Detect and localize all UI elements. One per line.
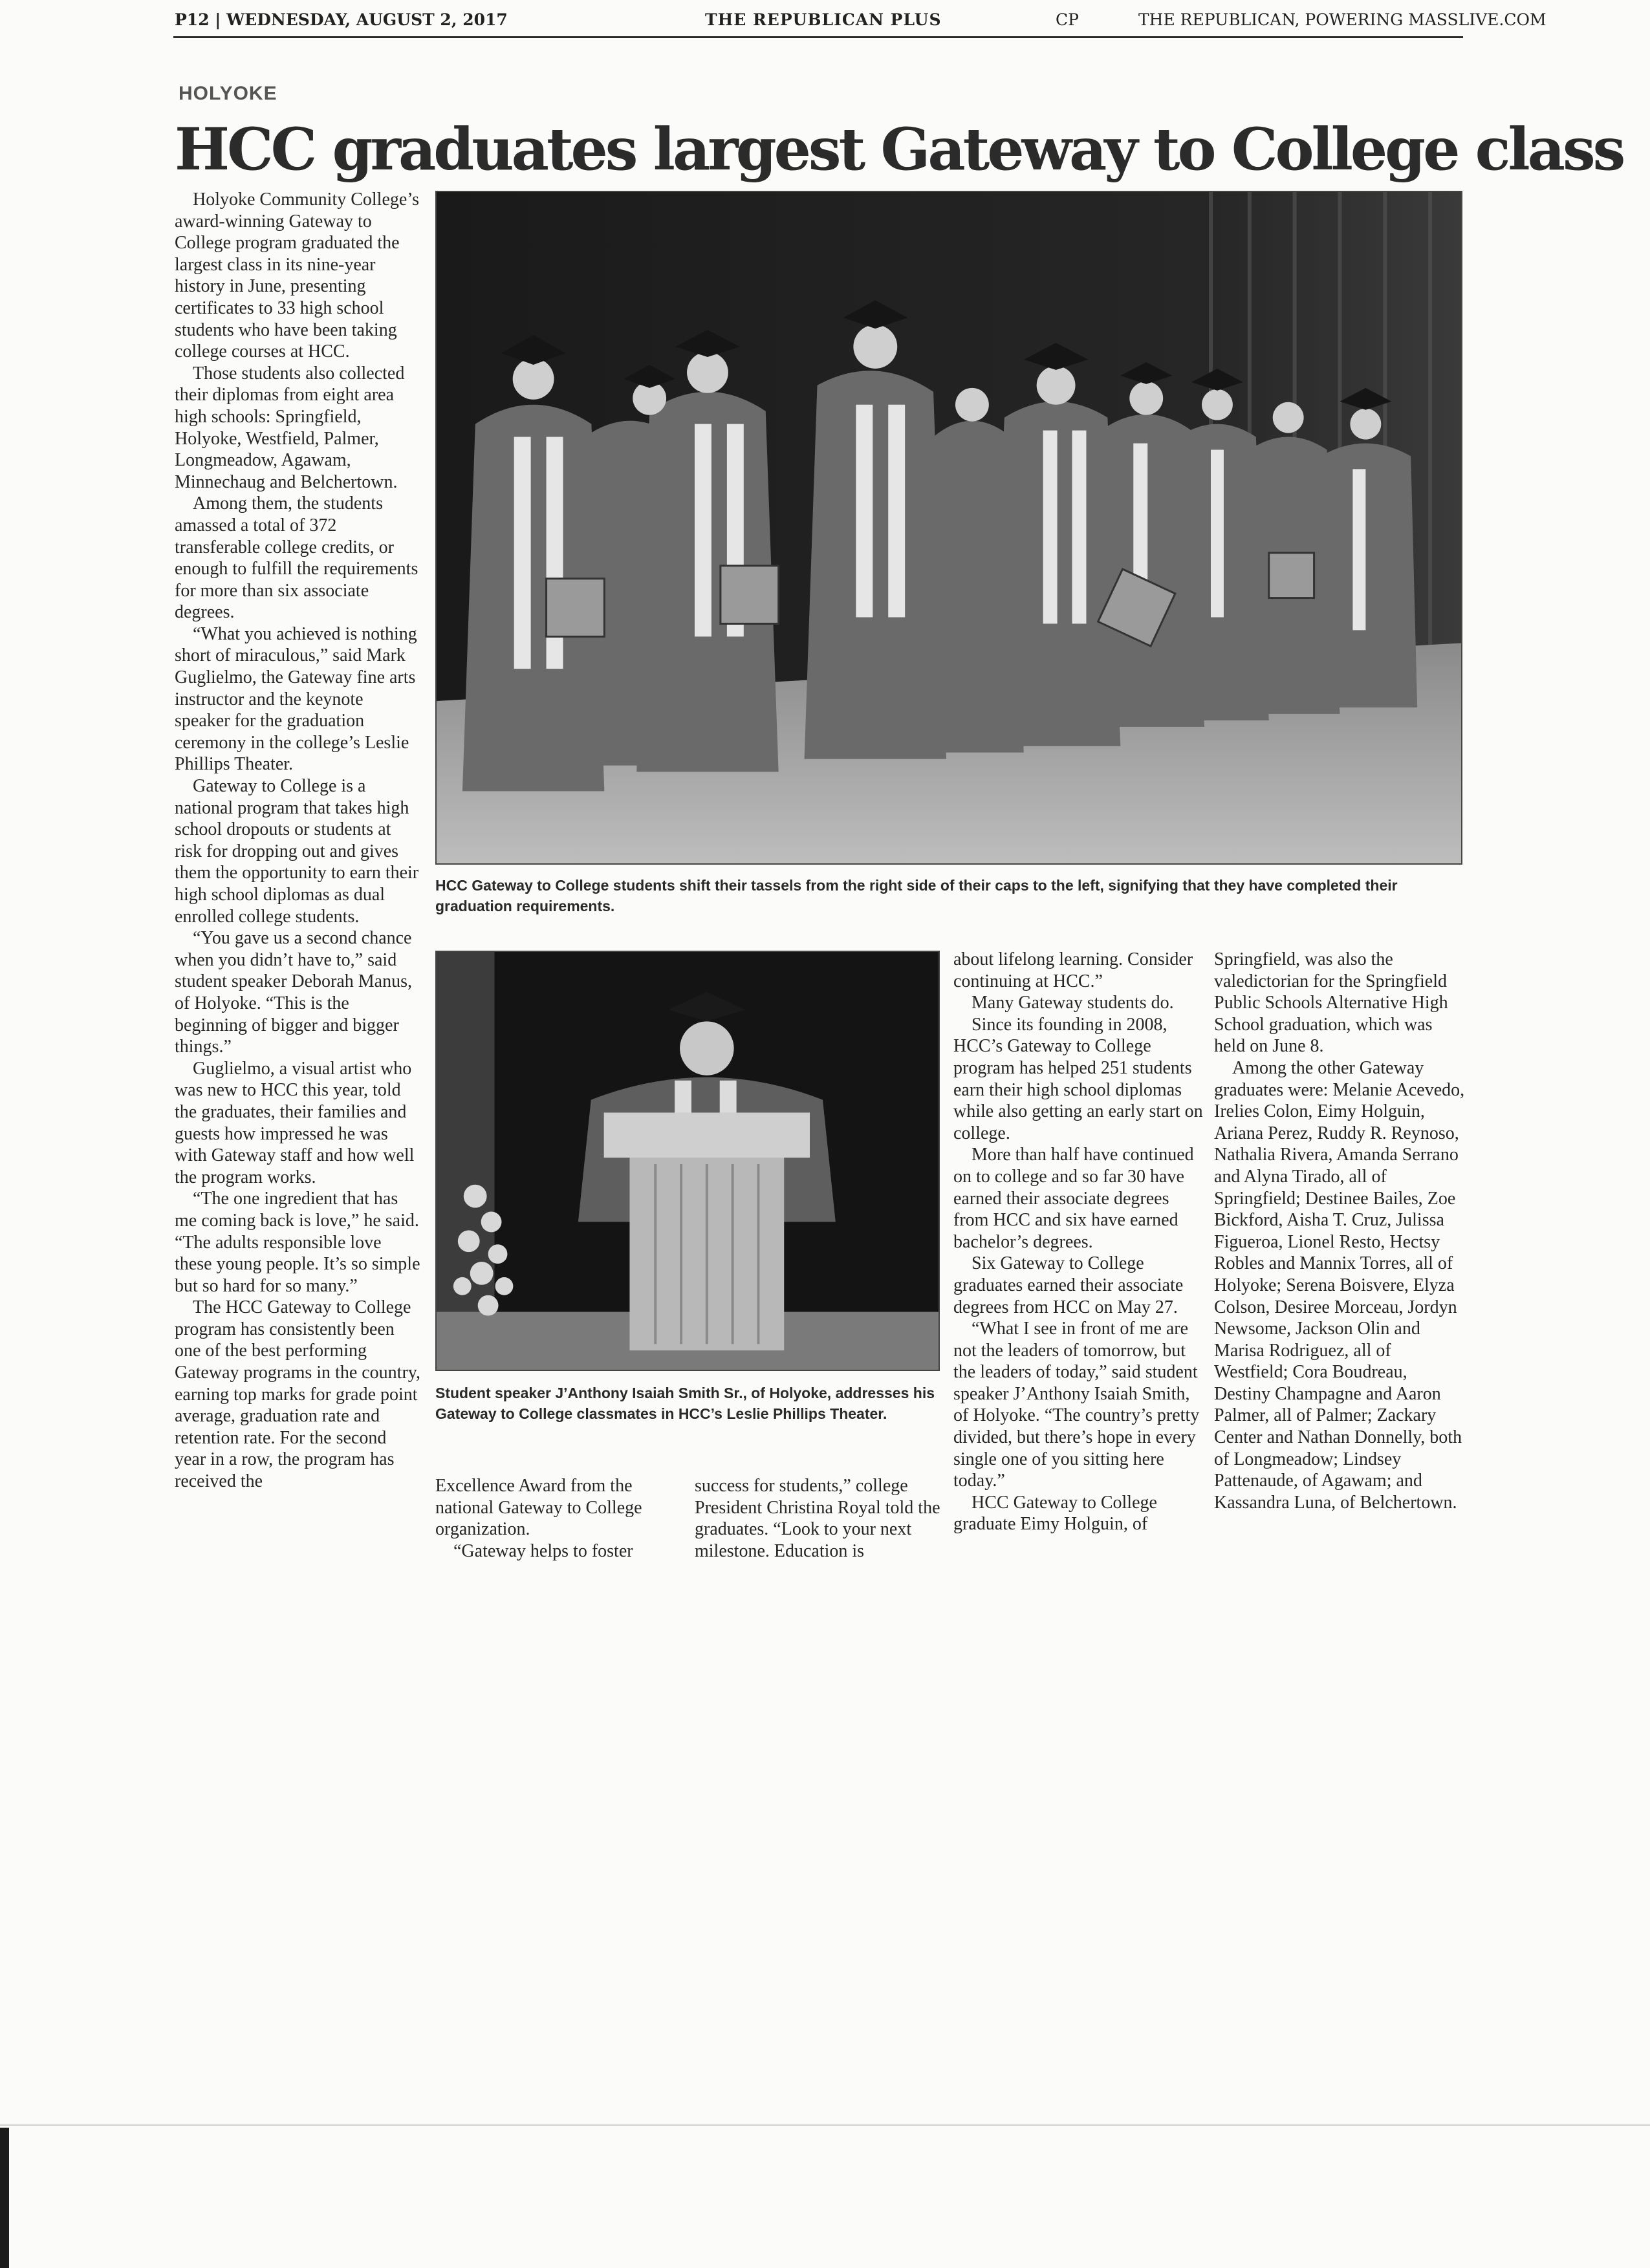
page-date: P12 | WEDNESDAY, AUGUST 2, 2017 <box>175 10 508 29</box>
speaker-photo <box>435 951 940 1371</box>
scan-fold-line <box>0 2124 1650 2126</box>
paragraph: HCC Gateway to College graduate Eimy Holguin, of <box>953 1492 1157 1535</box>
paragraph: Holyoke Community College’s award-winning Gateway to College program graduated the largest class in its nine-year history in June, presenting certificates to 33 high school students who have been taking college courses at HCC. <box>175 189 419 362</box>
paragraph: Gateway to College is a national program that takes high school dropouts or students at risk for dropping out and gives them the opportunity to earn their high school diplomas as dual enrolled college students. <box>175 776 419 927</box>
header-rule <box>173 36 1463 38</box>
paragraph: Many Gateway students do. <box>972 993 1174 1013</box>
article-column-5 <box>1214 949 1466 1513</box>
paragraph: success for students,” college President Christina Royal told the graduates. “Look to your next milestone. Education is <box>695 1476 940 1561</box>
paragraph: Guglielmo, a visual artist who was new to HCC this year, told the graduates, their families and guests how impressed he was with Gateway staff and how well the program works. <box>175 1058 415 1187</box>
paragraph: The HCC Gateway to College program has consistently been one of the best performing Gateway programs in the country, earning top marks for grade point average, graduation rate and retention rate. For the second year in a row, the program has received the <box>175 1297 420 1492</box>
scan-edge-shadow <box>0 2128 9 2268</box>
article-column-4 <box>953 949 1206 1535</box>
section-name: THE REPUBLICAN PLUS <box>705 10 942 29</box>
graduates-photo <box>435 191 1462 865</box>
paragraph: Among them, the students amassed a total of 372 transferable college credits, or enough to fulfill the requirements for more than six associate degrees. <box>175 493 418 623</box>
article-column-3 <box>695 1475 940 1562</box>
paragraph: Six Gateway to College graduates earned their associate degrees from HCC on May 27. <box>953 1253 1184 1317</box>
kicker: HOLYOKE <box>179 83 277 104</box>
paragraph: “Gateway helps to foster <box>453 1540 633 1561</box>
paragraph: Since its founding in 2008, HCC’s Gateway to College program has helped 251 students earn their high school diplomas while also getting an early start on college. <box>953 1014 1203 1143</box>
headline: HCC graduates largest Gateway to College class <box>175 115 1623 184</box>
paragraph: Springfield, was also the valedictorian for the Springfield Public Schools Alternative High School graduation, which was held on June 8. <box>1214 949 1448 1057</box>
paragraph: Excellence Award from the national Gateway to College organization. <box>435 1476 642 1540</box>
speaker-photo-caption: Student speaker J’Anthony Isaiah Smith Sr., of Holyoke, addresses his Gateway to College classmates in HCC’s Leslie Phillips Theater. <box>435 1385 935 1422</box>
paragraph: “The one ingredient that has me coming back is love,” he said. “The adults responsible love these young people. It’s so simple but so hard for so many.” <box>175 1189 420 1296</box>
paragraph: “You gave us a second chance when you didn’t have to,” said student speaker Deborah Manus, of Holyoke. “This is the beginning of bigger and bigger things.” <box>175 928 413 1057</box>
article-column-2 <box>435 1475 675 1562</box>
article-column-1 <box>175 189 420 1493</box>
edition-code: CP <box>1056 10 1079 29</box>
paragraph: “What you achieved is nothing short of miraculous,” said Mark Guglielmo, the Gateway fine arts instructor and the keynote speaker for the graduation ceremony in the college’s Leslie Phillips Theater. <box>175 623 417 775</box>
paper-tagline: THE REPUBLICAN, POWERING MASSLIVE.COM <box>1138 10 1547 29</box>
paragraph: More than half have continued on to college and so far 30 have earned their associate degrees from HCC and six have earned bachelor’s degrees. <box>953 1145 1194 1252</box>
paragraph: Among the other Gateway graduates were: Melanie Acevedo, Irelies Colon, Eimy Holguin, Ariana Perez, Ruddy R. Reynoso, Nathalia Rivera, Amanda Serrano and Alyna Tirado, all of Springfield; Destinee Bailes, Zoe Bickford, Aisha T. Cruz, Julissa Figueroa, Lionel Resto, Hectsy Robles and Mannix Torres, all of Holyoke; Serena Boisvere, Elyza Colson, Desiree Morceau, Jordyn Newsome, Jackson Olin and Marisa Rodriguez, all of Westfield; Cora Boudreau, Destiny Champagne and Aaron Palmer, all of Palmer; Zackary Center and Nathan Donnelly, both of Longmeadow; Lindsey Pattenaude, of Agawam; and Kassandra Luna, of Belchertown. <box>1214 1057 1465 1513</box>
graduates-photo-caption: HCC Gateway to College students shift their tassels from the right side of their caps to the left, signifying that they have completed their graduation requirements. <box>435 877 1398 914</box>
paragraph: “What I see in front of me are not the leaders of tomorrow, but the leaders of today,” said student speaker J’Anthony Isaiah Smith, of Holyoke. “The country’s pretty divided, but there’s hope in every single one of you sitting here today.” <box>953 1319 1200 1491</box>
paragraph: Those students also collected their diplomas from eight area high schools: Springfield, Holyoke, Westfield, Palmer, Longmeadow, Agawam, Minnechaug and Belchertown. <box>175 363 405 492</box>
paragraph: about lifelong learning. Consider continuing at HCC.” <box>953 949 1193 991</box>
